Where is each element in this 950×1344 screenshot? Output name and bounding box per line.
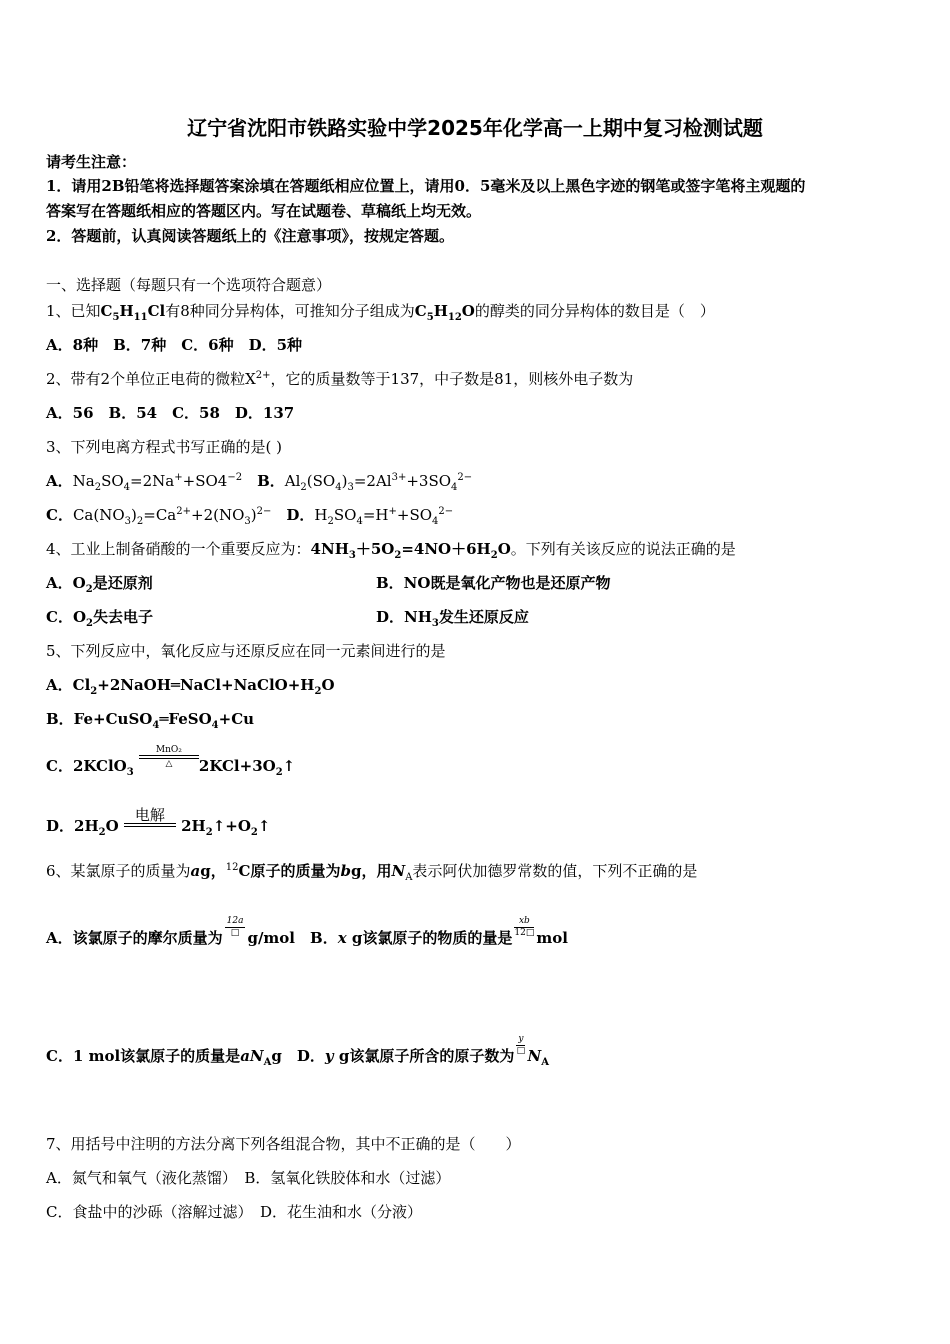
question-7-stem: 7、用括号中注明的方法分离下列各组混合物，其中不正确的是（ ） [46,1135,521,1153]
question-6-options-cd: C．1 mol该氯原子的质量是$aN_Ag$ D．y g该氯原子所含的原子数为 $\frac{y}{□}$ $N_A$ [46,1033,549,1068]
notice-line-3: 2．答题前，认真阅读答题纸上的《注意事项》，按规定答题。 [46,227,454,245]
question-4-option-b: B．NO既是氧化产物也是还原产物 [376,574,611,592]
fraction-molar-mass: $\frac{12a}{□}$ [226,915,244,938]
notice-line-1: 1．请用2B铅笔将选择题答案涂填在答题纸相应位置上，请用0．5毫米及以上黑色字迹的钢笔或签字笔将主观题的 [46,177,806,195]
section-heading: 一、选择题（每题只有一个选项符合题意） [46,276,332,294]
question-5-option-d: D．$2H_2O$ 电解 $2H_2↑+O_2↑$ [46,806,271,838]
question-5-option-a: A．$Cl_2+2NaOH═NaCl+NaClO+H_2O$ [46,676,335,697]
question-1-stem: 1、已知$C_5H_{11}Cl$有8种同分异构体，可推知分子组成为$C_5H_{12}O$的醇类的同分异构体的数目是（ ） [46,302,715,323]
question-2-stem: 2、带有2个单位正电荷的微粒$X^{2+}$，它的质量数等于137，中子数是81，则核外电子数为 [46,370,634,388]
question-7-options-cd: C．食盐中的沙砾（溶解过滤） D．花生油和水（分液） [46,1203,423,1221]
question-4-stem: 4、工业上制备硝酸的一个重要反应为：$4NH_3+5O_2=4NO+6H_2O$。下列有关该反应的说法正确的是 [46,540,736,561]
question-7-options-ab: A．氮气和氧气（液化蒸馏） B．氢氧化铁胶体和水（过滤） [46,1169,451,1187]
fraction-atom-count: $\frac{y}{□}$ [516,1033,526,1056]
question-6-options-ab: A．该氯原子的摩尔质量为 $\frac{12a}{□}$ g/mol B．x g该氯原子的物质的量是 $\frac{xb}{12□}$ mol [46,915,568,947]
page-title: 辽宁省沈阳市铁路实验中学2025年化学高一上期中复习检测试题 [187,116,763,140]
question-5-stem: 5、下列反应中，氧化反应与还原反应在同一元素间进行的是 [46,642,446,660]
reaction-condition-mno2: MnO₂ △ [139,745,199,769]
fraction-amount: $\frac{xb}{12□}$ [514,915,535,938]
question-1-options: A．8种 B．7种 C．6种 D．5种 [46,336,303,354]
question-4-option-d: D．$NH_3$发生还原反应 [376,608,529,629]
reaction-condition-electrolysis: 电解 [124,807,176,827]
notice-heading: 请考生注意： [46,153,137,171]
question-6-stem: 6、某氯原子的质量为ag，$^{12}$C原子的质量为bg，用$N_A$表示阿伏加德罗常数的值，下列不正确的是 [46,862,698,883]
question-4-option-c: C．$O_2$失去电子 [46,608,153,629]
question-5-option-c: C．2KClO$_3$ MnO₂ △ $2KCl+3O_2↑$ [46,745,296,778]
notice-line-2: 答案写在答题纸相应的答题区内。写在试题卷、草稿纸上均无效。 [46,202,482,220]
question-4-option-a: A．$O_2$是还原剂 [46,574,153,595]
question-2-options: A．56 B．54 C．58 D．137 [46,404,295,422]
question-3-stem: 3、下列电离方程式书写正确的是( ) [46,438,283,456]
question-3-options-cd: C．$Ca(NO_3)_2=Ca^{2+}+2(NO_3)^{2-}$ D．$H_2SO_4=H^++SO_4^{2-}$ [46,506,454,527]
question-3-options-ab: A．$Na_2SO_4=2Na^++SO4^{-2}$ B．$Al_2(SO_4)_3=2Al^{3+}+3SO_4^{2-}$ [46,472,473,493]
question-5-option-b: B．Fe+CuSO$_4$═FeSO$_4$+Cu [46,710,255,731]
